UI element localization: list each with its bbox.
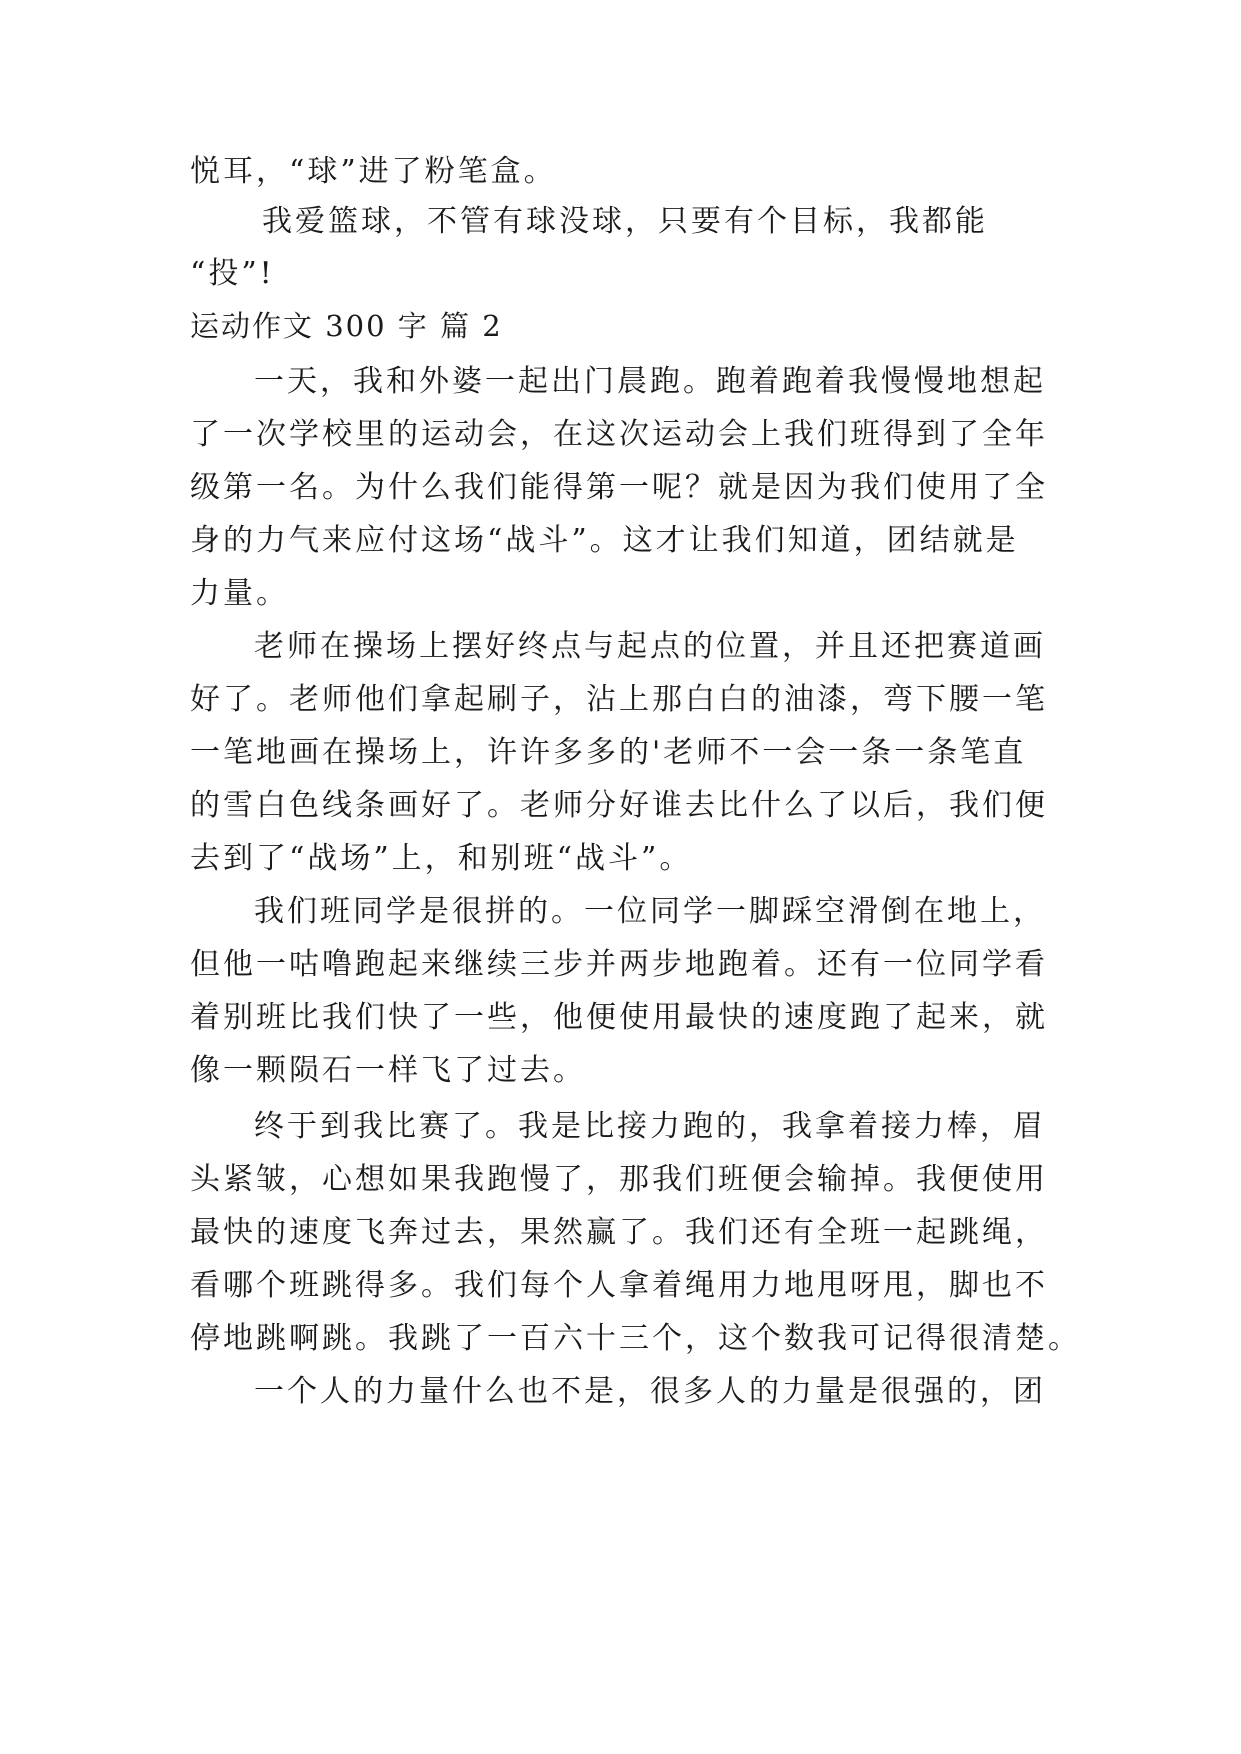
paragraph-1-line-2: 了一次学校里的运动会，在这次运动会上我们班得到了全年 [190, 417, 1048, 452]
paragraph-5-line-1: 一个人的力量什么也不是，很多人的力量是很强的，团 [254, 1374, 1046, 1409]
continuation-line: 悦耳，“球”进了粉笔盒。 [190, 154, 557, 189]
paragraph-4-line-2: 头紧皱，心想如果我跑慢了，那我们班便会输掉。我便使用 [190, 1162, 1048, 1197]
paragraph-2-line-2: 好了。老师他们拿起刷子，沾上那白白的油漆，弯下腰一笔 [190, 682, 1048, 717]
closing-paragraph-line-2: “投”! [190, 256, 275, 291]
paragraph-1-line-3: 级第一名。为什么我们能得第一呢？就是因为我们使用了全 [190, 470, 1048, 505]
paragraph-4-line-4: 看哪个班跳得多。我们每个人拿着绳用力地甩呀甩，脚也不 [190, 1268, 1048, 1303]
paragraph-3-line-1: 我们班同学是很拼的。一位同学一脚踩空滑倒在地上， [254, 894, 1046, 929]
section-title: 运动作文 300 字 篇 2 [190, 309, 503, 343]
closing-paragraph-line-1: 我爱篮球，不管有球没球，只要有个目标，我都能 [262, 204, 988, 239]
paragraph-1-line-5: 力量。 [190, 576, 289, 611]
paragraph-4-line-3: 最快的速度飞奔过去，果然赢了。我们还有全班一起跳绳， [190, 1215, 1048, 1250]
paragraph-4-line-5: 停地跳啊跳。我跳了一百六十三个，这个数我可记得很清楚。 [190, 1321, 1081, 1356]
paragraph-2-line-1: 老师在操场上摆好终点与起点的位置，并且还把赛道画 [254, 629, 1046, 664]
paragraph-3-line-3: 着别班比我们快了一些，他便使用最快的速度跑了起来，就 [190, 1000, 1048, 1035]
paragraph-3-line-2: 但他一咕噜跑起来继续三步并两步地跑着。还有一位同学看 [190, 947, 1048, 982]
paragraph-2-line-4: 的雪白色线条画好了。老师分好谁去比什么了以后，我们便 [190, 788, 1048, 823]
paragraph-1-line-4: 身的力气来应付这场“战斗”。这才让我们知道，团结就是 [190, 523, 1019, 558]
paragraph-3-line-4: 像一颗陨石一样飞了过去。 [190, 1053, 586, 1088]
paragraph-4-line-1: 终于到我比赛了。我是比接力跑的，我拿着接力棒，眉 [254, 1109, 1046, 1144]
paragraph-2-line-3: 一笔地画在操场上，许许多多的'老师不一会一条一条笔直 [190, 735, 1027, 770]
paragraph-2-line-5: 去到了“战场”上，和别班“战斗”。 [190, 841, 693, 876]
paragraph-1-line-1: 一天，我和外婆一起出门晨跑。跑着跑着我慢慢地想起 [254, 364, 1046, 399]
